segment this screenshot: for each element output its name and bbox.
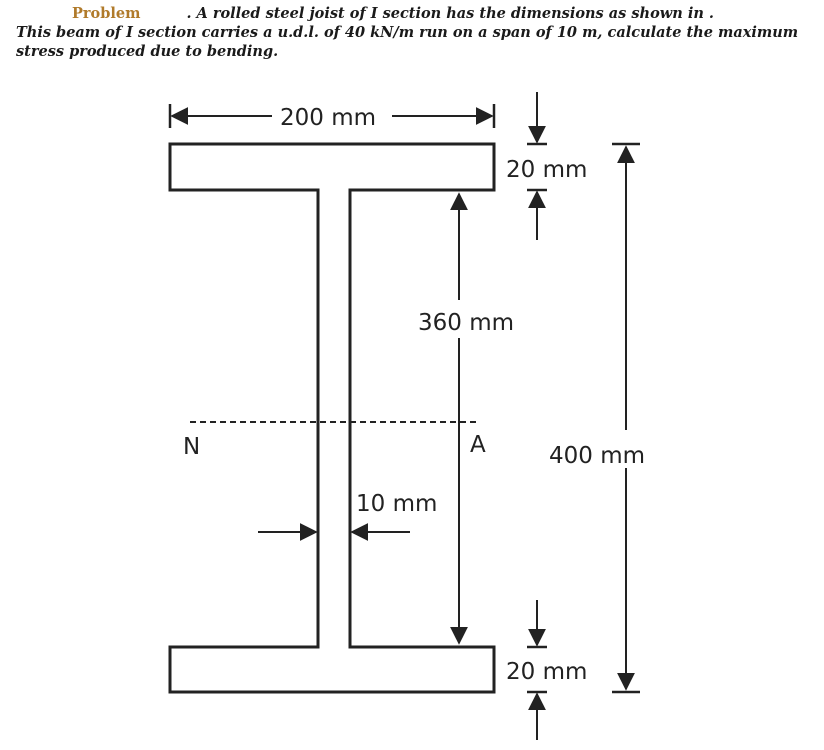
problem-sentence-rest: This beam of I section carries a u.d.l. of 40 kN/m run on a span of 10 m, calculate the maximum stress produced due to bending.: [16, 24, 799, 60]
web-thickness-dimension: [258, 491, 437, 532]
problem-sentence-start: . A rolled steel joist of I section has the dimensions as shown in .: [186, 5, 714, 22]
neutral-axis-label-a: A: [470, 432, 486, 458]
web-depth-dimension: [418, 194, 514, 643]
neutral-axis: [183, 422, 486, 460]
overall-depth-dimension: [549, 144, 645, 692]
i-section-outline: [170, 144, 494, 692]
bottom-flange-thickness-label: 20 mm: [506, 659, 588, 685]
problem-heading: Problem: [72, 5, 141, 22]
web-thickness-label: 10 mm: [356, 491, 438, 517]
flange-width-label: 200 mm: [280, 105, 377, 131]
bottom-flange-thickness-dimension: [506, 600, 587, 740]
overall-depth-label: 400 mm: [549, 443, 646, 469]
neutral-axis-label-n: N: [183, 434, 201, 460]
web-depth-label: 360 mm: [418, 310, 515, 336]
top-flange-thickness-label: 20 mm: [506, 157, 588, 183]
top-flange-thickness-dimension: [506, 92, 587, 240]
flange-width-dimension: [170, 104, 494, 131]
